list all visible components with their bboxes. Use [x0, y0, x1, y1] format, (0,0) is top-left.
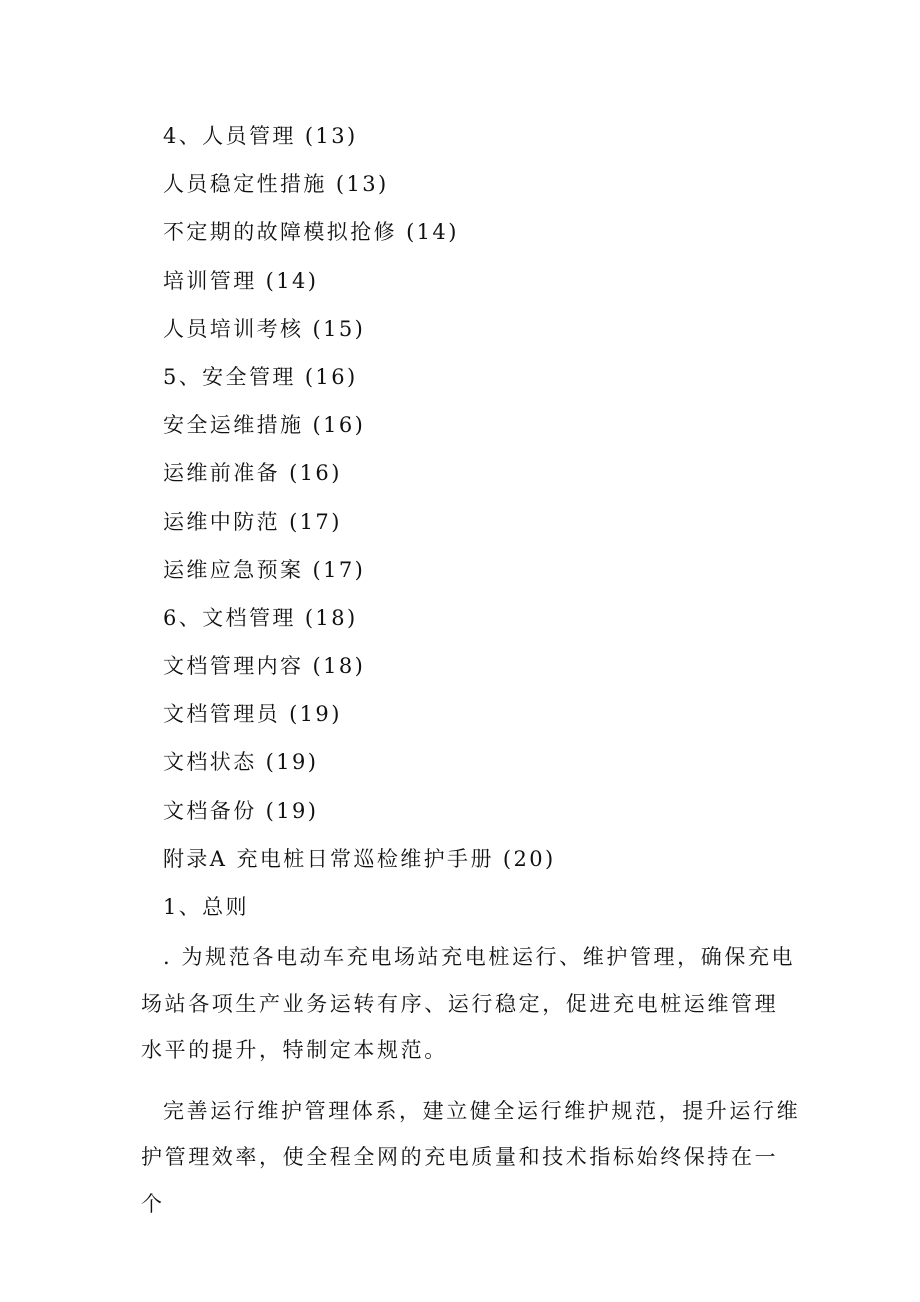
body-text [141, 934, 801, 1241]
toc-entry: 文档管理员 (19) [163, 702, 342, 727]
paragraph: 完善运行维护管理体系，建立健全运行维护规范，提升运行维护管理效率，使全程全网的充电质量和技术指标始终保持在一个 [141, 1098, 801, 1216]
toc-entry: 人员稳定性措施 (13) [163, 172, 389, 197]
toc-entry: 不定期的故障模拟抢修 (14) [163, 220, 459, 245]
toc-entry: 1、总则 [163, 895, 249, 919]
toc-entry: 运维中防范 (17) [163, 509, 342, 534]
toc-entry: 附录A 充电桩日常巡检维护手册 (20) [163, 846, 556, 871]
toc-entry: 5、安全管理 (16) [163, 364, 358, 389]
paragraph: . 为规范各电动车充电场站充电桩运行、维护管理，确保充电场站各项生产业务运转有序、运行稳定，促进充电桩运维管理水平的提升，特制定本规范。 [141, 945, 796, 1062]
toc-entry: 文档管理内容 (18) [163, 654, 366, 679]
toc-entry: 运维前准备 (16) [163, 461, 342, 486]
toc-entry: 文档状态 (19) [163, 750, 319, 775]
toc-entry: 运维应急预案 (17) [163, 557, 366, 582]
toc-entry: 安全运维措施 (16) [163, 413, 366, 438]
toc-entry: 文档备份 (19) [163, 798, 319, 823]
toc-entry: 人员培训考核 (15) [163, 316, 366, 341]
table-of-contents [163, 118, 803, 937]
toc-entry: 培训管理 (14) [163, 268, 319, 293]
toc-entry: 4、人员管理 (13) [163, 124, 358, 148]
toc-entry: 6、文档管理 (18) [163, 605, 358, 630]
